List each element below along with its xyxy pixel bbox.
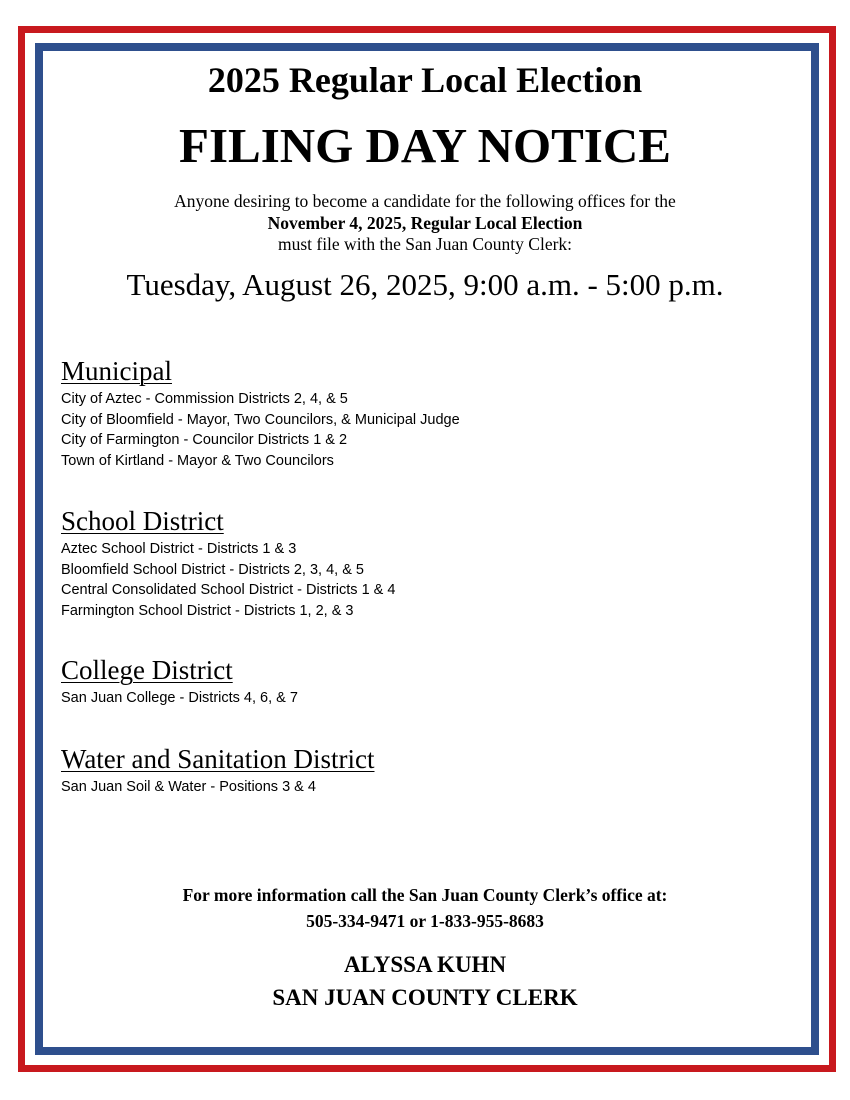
office-item: Farmington School District - Districts 1, 2, & 3 bbox=[61, 602, 354, 619]
office-list bbox=[61, 777, 801, 798]
office-item: Aztec School District - Districts 1 & 3 bbox=[61, 541, 297, 557]
intro-line-2: November 4, 2025, Regular Local Election bbox=[267, 213, 583, 233]
office-item: Bloomfield School District - Districts 2, 3, 4, & 5 bbox=[61, 561, 364, 578]
intro-line-3: must file with the San Juan County Clerk: bbox=[277, 234, 573, 254]
section-municipal bbox=[61, 356, 801, 471]
office-item: San Juan College - Districts 4, 6, & 7 bbox=[61, 690, 298, 706]
filing-datetime: Tuesday, August 26, 2025, 9:00 a.m. - 5:00 p.m. bbox=[126, 267, 724, 302]
section-heading: College District bbox=[61, 655, 233, 685]
section-college-district bbox=[61, 655, 801, 709]
phone-numbers: 505-334-9471 or 1-833-955-8683 bbox=[306, 911, 544, 931]
more-info-line: For more information call the San Juan County Clerk’s office at: bbox=[182, 885, 668, 905]
clerk-name: ALYSSA KUHN bbox=[343, 952, 507, 977]
office-item: Town of Kirtland - Mayor & Two Councilors bbox=[61, 452, 334, 469]
section-heading: Municipal bbox=[61, 356, 172, 386]
section-school-district bbox=[61, 506, 801, 621]
section-heading: Water and Sanitation District bbox=[61, 744, 375, 774]
office-item: San Juan Soil & Water - Positions 3 & 4 bbox=[61, 779, 316, 795]
section-heading: School District bbox=[61, 506, 224, 536]
notice-title: FILING DAY NOTICE bbox=[179, 118, 671, 173]
office-list bbox=[61, 539, 801, 621]
office-list bbox=[61, 688, 801, 709]
election-title: 2025 Regular Local Election bbox=[207, 60, 643, 100]
office-list bbox=[61, 389, 801, 471]
intro-line-1: Anyone desiring to become a candidate for the following offices for the bbox=[174, 191, 676, 211]
clerk-title: SAN JUAN COUNTY CLERK bbox=[272, 985, 578, 1010]
section-water-sanitation-district bbox=[61, 744, 801, 798]
office-item: Central Consolidated School District - Districts 1 & 4 bbox=[61, 582, 396, 598]
office-item: City of Farmington - Councilor Districts 1 & 2 bbox=[61, 432, 348, 448]
office-item: City of Aztec - Commission Districts 2, 4, & 5 bbox=[61, 391, 348, 407]
office-item: City of Bloomfield - Mayor, Two Councilors, & Municipal Judge bbox=[61, 411, 460, 428]
